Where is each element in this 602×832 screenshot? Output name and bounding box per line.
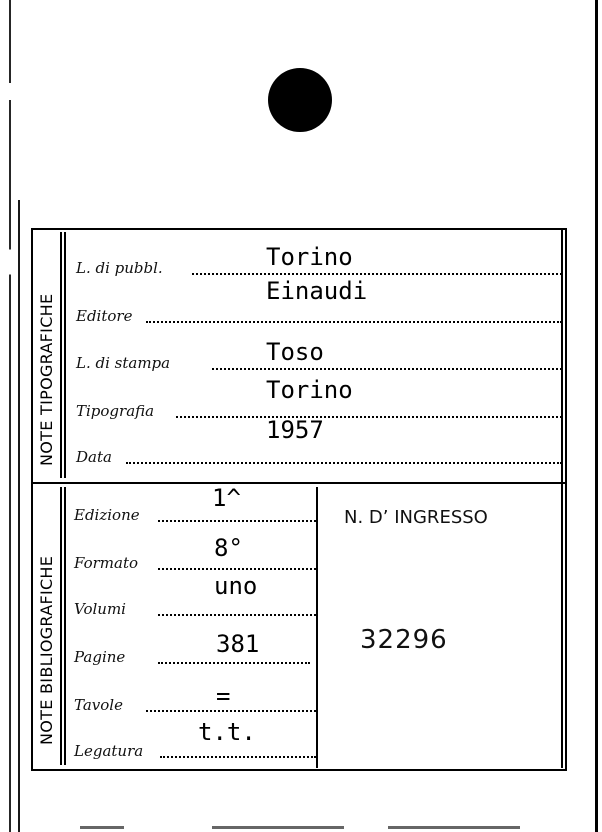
side-label-bibliografiche-text: NOTE BIBLIOGRAFICHE — [37, 555, 56, 745]
field-label: Edizione — [74, 506, 140, 524]
field-dotted-line — [158, 662, 310, 664]
field-volumi — [74, 572, 316, 618]
side-label-tipografiche-text: NOTE TIPOGRAFICHE — [37, 293, 56, 466]
field-label: Data — [76, 448, 112, 466]
field-formato — [74, 532, 316, 572]
field-label: Tavole — [74, 696, 123, 714]
field-dotted-line — [160, 756, 316, 758]
field-value: 8° — [214, 534, 243, 562]
side-rule-bottom-1 — [60, 487, 62, 765]
field-luogo-stampa — [76, 332, 562, 372]
field-tavole — [74, 674, 316, 714]
side-rule-bottom-2 — [64, 487, 66, 765]
field-label: Pagine — [74, 648, 126, 666]
field-dotted-line — [192, 273, 562, 275]
ingresso-number: 32296 — [360, 625, 448, 655]
field-value: 381 — [216, 630, 260, 658]
field-label: Volumi — [74, 600, 126, 618]
field-value: uno — [214, 572, 258, 600]
field-dotted-line — [146, 321, 562, 323]
card-edge-left-inner — [18, 200, 20, 832]
field-value: Toso — [266, 338, 324, 366]
bottom-edge-marks — [80, 826, 520, 829]
field-value: t.t. — [198, 718, 256, 746]
field-label: Editore — [76, 307, 133, 325]
field-dotted-line — [158, 520, 316, 522]
field-value: 1957 — [266, 416, 324, 444]
field-label: L. di pubbl. — [76, 259, 163, 277]
field-dotted-line — [146, 710, 316, 712]
side-rule-top-2 — [64, 232, 66, 478]
field-editore — [76, 277, 562, 325]
field-edizione — [74, 484, 316, 524]
card-edge-right — [595, 0, 598, 832]
card-edge-left — [9, 0, 11, 832]
ingresso-title: N. D’ INGRESSO — [344, 507, 488, 528]
field-dotted-line — [158, 568, 316, 570]
field-luogo-pubblicazione — [76, 237, 562, 277]
field-legatura — [74, 720, 316, 760]
field-dotted-line — [126, 462, 562, 464]
side-rule-top-1 — [60, 232, 62, 478]
field-data — [76, 416, 562, 466]
field-value: 1^ — [212, 484, 241, 512]
field-dotted-line — [158, 614, 316, 616]
field-dotted-line — [212, 368, 562, 370]
field-label: Legatura — [74, 742, 144, 760]
field-label: L. di stampa — [76, 354, 171, 372]
field-value: Torino — [266, 243, 353, 271]
field-label: Tipografia — [76, 402, 155, 420]
ingresso-column-rule — [316, 487, 318, 768]
punch-hole — [268, 68, 332, 132]
field-value: Einaudi — [266, 277, 368, 305]
field-pagine — [74, 626, 316, 666]
field-tipografia — [76, 376, 562, 420]
field-label: Formato — [74, 554, 139, 572]
field-dotted-line — [176, 416, 562, 418]
field-value: = — [216, 682, 231, 710]
field-value: Torino — [266, 376, 353, 404]
